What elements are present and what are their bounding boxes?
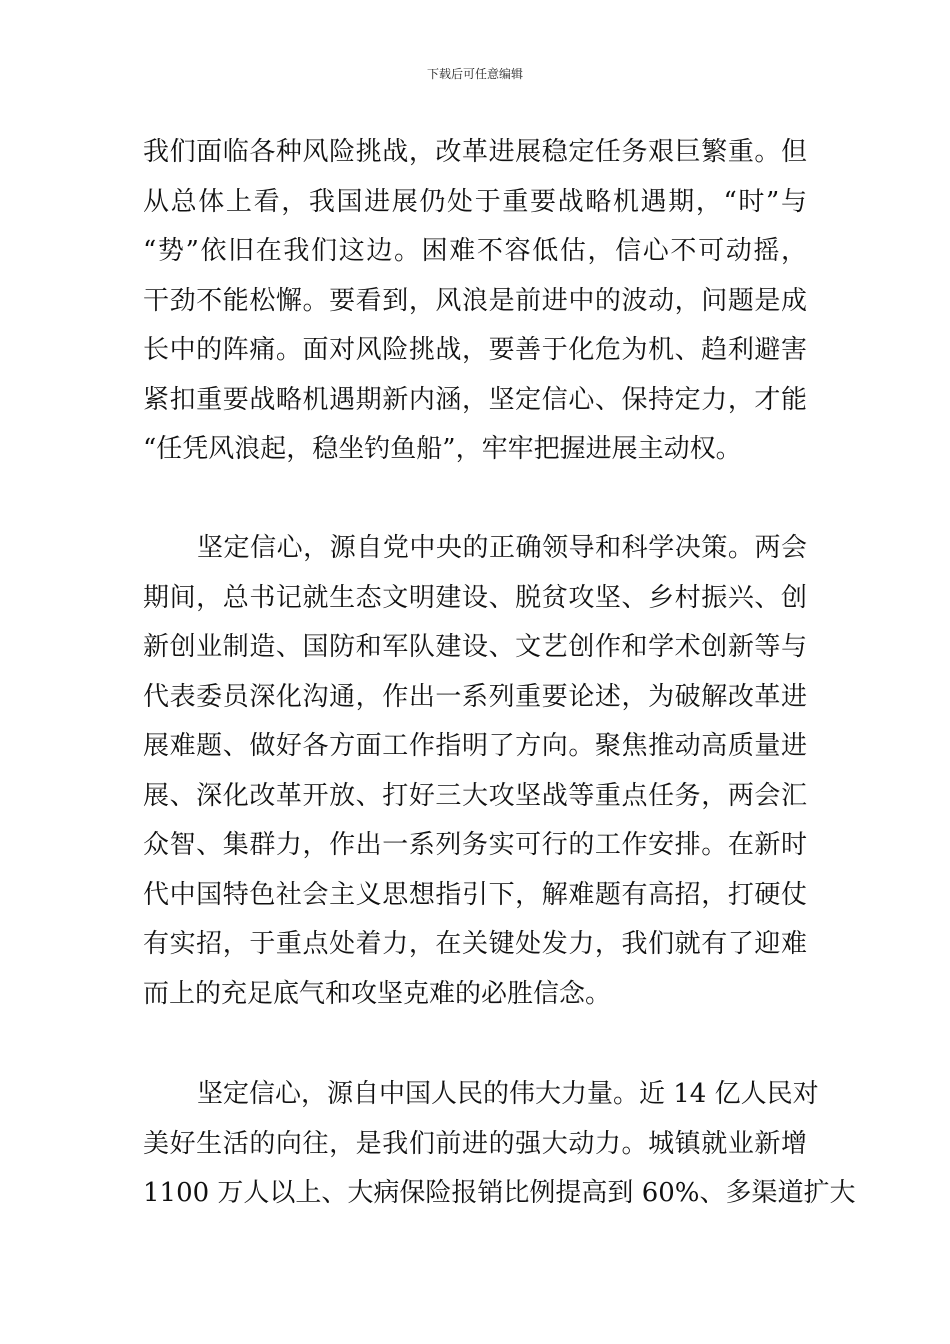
text-line: 坚定信心，源自党中央的正确领导和科学决策。两会 [197, 533, 807, 563]
page-header: 下载后可任意编辑 [426, 67, 523, 81]
text-line: 代表委员深化沟通，作出一系列重要论述，为破解改革进 [143, 681, 807, 712]
text-line: 新创业制造、国防和军队建设、文艺创作和学术创新等与 [143, 632, 807, 662]
text-line: 展、深化改革开放、打好三大攻坚战等重点任务，两会汇 [143, 780, 807, 811]
text-line: 美好生活的向往，是我们前进的强大动力。城镇就业新增 [143, 1128, 807, 1159]
text-line: 长中的阵痛。面对风险挑战，要善于化危为机、趋利避害 [143, 335, 807, 365]
text-line: 坚定信心，源自中国人民的伟大力量。近 14 亿人民对 [197, 1079, 819, 1109]
text-line: 1100 万人以上、大病保险报销比例提高到 60%、多渠道扩大 [143, 1178, 856, 1208]
text-line: “势”依旧在我们这边。困难不容低估，信心不可动摇， [143, 236, 807, 266]
text-line: 展难题、做好各方面工作指明了方向。聚焦推动高质量进 [143, 731, 807, 761]
text-line: 而上的充足底气和攻坚克难的必胜信念。 [143, 978, 612, 1009]
text-line: 众智、集群力，作出一系列务实可行的工作安排。在新时 [143, 830, 807, 860]
text-line: 代中国特色社会主义思想指引下，解难题有高招，打硬仗 [143, 879, 807, 910]
text-line: 干劲不能松懈。要看到，风浪是前进中的波动，问题是成 [143, 285, 807, 316]
text-line: 有实招，于重点处着力，在关键处发力，我们就有了迎难 [143, 929, 807, 959]
paragraph-1 [143, 128, 807, 475]
paragraph-2 [143, 524, 807, 1019]
paragraph-3 [143, 1070, 856, 1219]
text-line: 从总体上看，我国进展仍处于重要战略机遇期，“时”与 [143, 186, 807, 217]
text-line: “任凭风浪起，稳坐钓鱼船”，牢牢把握进展主动权。 [143, 434, 742, 464]
text-line: 期间，总书记就生态文明建设、脱贫攻坚、乡村振兴、创 [143, 582, 807, 613]
text-line: 紧扣重要战略机遇期新内涵，坚定信心、保持定力，才能 [143, 384, 807, 415]
text-line: 我们面临各种风险挑战，改革进展稳定任务艰巨繁重。但 [143, 137, 807, 167]
